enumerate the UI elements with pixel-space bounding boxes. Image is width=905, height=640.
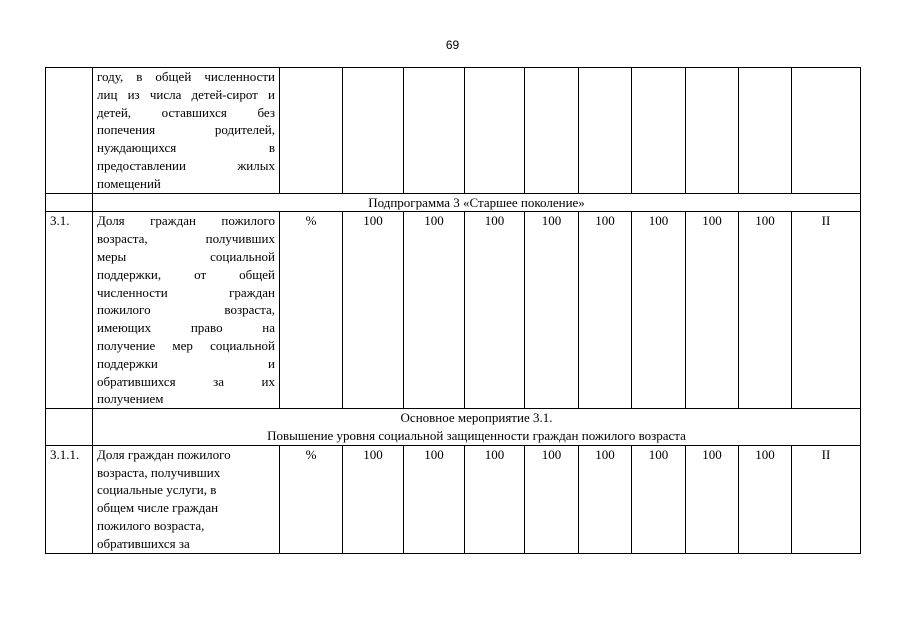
row-number-cell: [46, 193, 93, 212]
indicators-table: [45, 67, 861, 554]
indicator-text-line: получением: [97, 391, 164, 407]
value-cell: [343, 68, 404, 194]
table-row-main-event: [46, 409, 861, 446]
value-cell: [579, 68, 632, 194]
value-cell: 100: [686, 445, 739, 553]
indicator-text-line: численности граждан: [97, 284, 275, 300]
value-cell: 100: [739, 445, 792, 553]
row-number-cell: 3.1.: [46, 212, 93, 409]
type-cell: II: [792, 445, 861, 553]
indicator-text-line: детей, оставшихся без: [97, 104, 275, 120]
indicator-text-line: предоставлении жилых: [97, 157, 275, 173]
indicator-text-line: Доля граждан пожилого: [97, 213, 275, 229]
indicator-text-line: обратившихся за их: [97, 373, 275, 389]
indicator-text-line: возраста, получивших: [97, 231, 275, 247]
value-cell: [525, 68, 579, 194]
value-cell: 100: [525, 212, 579, 409]
value-cell: 100: [404, 445, 465, 553]
type-cell: [792, 68, 861, 194]
value-cell: 100: [579, 212, 632, 409]
unit-cell: %: [280, 212, 343, 409]
indicator-name-cell: [93, 445, 280, 553]
unit-cell: %: [280, 445, 343, 553]
value-cell: 100: [404, 212, 465, 409]
main-event-line: Повышение уровня социальной защищенности граждан пожилого возраста: [267, 427, 686, 443]
table-row-3-1-1: [46, 445, 861, 553]
main-event-title: [93, 409, 861, 446]
row-number-cell: 3.1.1.: [46, 445, 93, 553]
page-number: 69: [445, 38, 460, 52]
indicator-text-line: нуждающихся в: [97, 140, 275, 156]
row-number-cell: [46, 68, 93, 194]
value-cell: [739, 68, 792, 194]
value-cell: 100: [632, 212, 686, 409]
indicator-text-line: пожилого возраста,: [97, 517, 205, 533]
indicator-text-line: поддержки и: [97, 355, 275, 371]
indicator-text-line: поддержки, от общей: [97, 266, 275, 282]
value-cell: 100: [465, 445, 525, 553]
indicator-name-cell: [93, 212, 280, 409]
value-cell: 100: [686, 212, 739, 409]
indicator-name-cell: [93, 68, 280, 194]
value-cell: 100: [579, 445, 632, 553]
indicator-text-line: получение мер социальной: [97, 337, 275, 353]
table-row-continued: [46, 68, 861, 194]
unit-cell: [280, 68, 343, 194]
indicator-text-line: году, в общей численности: [97, 69, 275, 84]
subprogram-title: Подпрограмма 3 «Старшее поколение»: [93, 193, 861, 212]
indicator-text-line: общем числе граждан: [97, 500, 219, 516]
indicator-text-line: попечения родителей,: [97, 122, 275, 138]
main-event-line: Основное мероприятие 3.1.: [400, 410, 553, 426]
value-cell: 100: [343, 212, 404, 409]
value-cell: [632, 68, 686, 194]
value-cell: 100: [343, 445, 404, 553]
table-row-subprogram: [46, 193, 861, 212]
type-cell: II: [792, 212, 861, 409]
table-row-3-1: [46, 212, 861, 409]
value-cell: [686, 68, 739, 194]
value-cell: 100: [739, 212, 792, 409]
indicator-text-line: обратившихся за: [97, 535, 190, 551]
row-number-cell: [46, 409, 93, 446]
indicator-text-line: лиц из числа детей-сирот и: [97, 86, 275, 102]
indicator-text-line: Доля граждан пожилого: [97, 446, 231, 462]
value-cell: [465, 68, 525, 194]
indicator-text-line: социальные услуги, в: [97, 482, 217, 498]
value-cell: 100: [465, 212, 525, 409]
indicator-text-line: имеющих право на: [97, 320, 275, 336]
indicator-text-line: возраста, получивших: [97, 464, 221, 480]
indicator-text-line: меры социальной: [97, 248, 275, 264]
value-cell: [404, 68, 465, 194]
indicator-text-line: пожилого возраста,: [97, 302, 275, 318]
value-cell: 100: [525, 445, 579, 553]
value-cell: 100: [632, 445, 686, 553]
indicator-text-line: помещений: [97, 175, 161, 191]
